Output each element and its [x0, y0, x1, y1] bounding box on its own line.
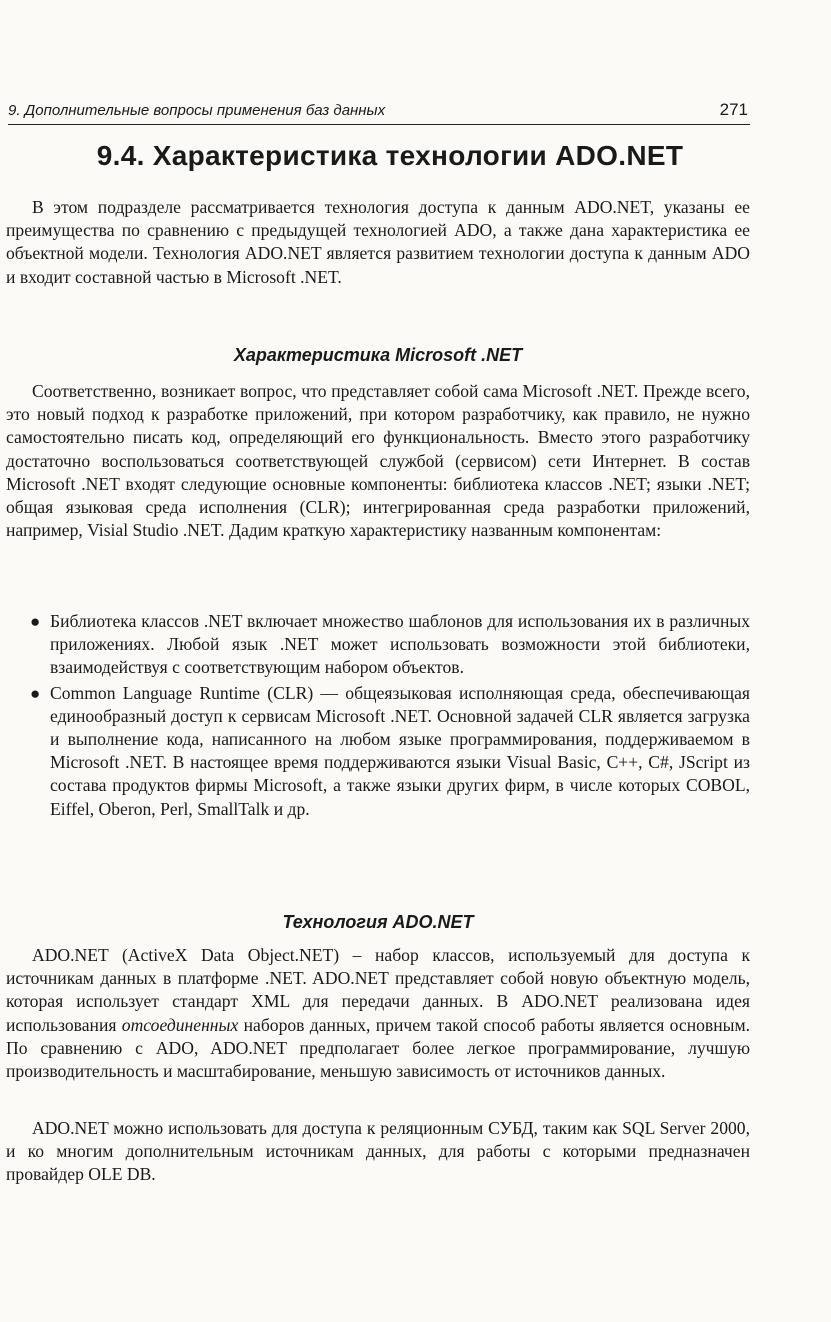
- microsoft-net-paragraph: [6, 380, 750, 542]
- emphasis-disconnected: отсоединенных: [121, 1014, 239, 1035]
- list-item-text: Common Language Runtime (CLR) — общеязыковая исполняющая среда, обеспечивающая единообразный доступ к сервисам Microsoft .NET. Основной задачей CLR является загрузка и выполнение кода, написанного на любом языке программирования, поддерживаемом в Microsoft .NET. В настоящее время поддерживаются языки Visual Basic, C++, C#, JScript из состава продуктов фирмы Microsoft, а также языки других фирм, в числе которых COBOL, Eiffel, Oberon, Perl, SmallTalk и др.: [50, 682, 750, 819]
- bullet-icon: ●: [30, 683, 41, 703]
- intro-paragraph: [6, 196, 750, 289]
- list-item-text: Библиотека классов .NET включает множество шаблонов для использования их в различных приложениях. Любой язык .NET может использовать возможности этой библиотеки, взаимодействуя с соответствующим набором объектов.: [50, 611, 750, 678]
- subheading-ado-net: Технология ADO.NET: [282, 912, 474, 932]
- ado-net-text-1b: наборов данных, причем такой способ работы является основным. По сравнению с ADO, ADO.NET предполагает более легкое программирование, лучшую производительность и масштабирование, меньшую зависимость от источников данных.: [6, 1014, 750, 1082]
- running-header: [8, 100, 750, 125]
- bullet-icon: ●: [30, 612, 41, 631]
- list-item: [22, 610, 750, 680]
- ado-net-text-2: ADO.NET можно использовать для доступа к реляционным СУБД, таким как SQL Server 2000, и ко многим дополнительным источникам данных, для работы с которыми предназначен провайдер OLE DB.: [6, 1118, 750, 1185]
- ado-net-paragraph-2: [6, 1117, 750, 1187]
- ado-net-text-1a: ADO.NET (ActiveX Data Object.NET) – набор классов, используемый для доступа к источникам данных в платформе .NET. ADO.NET представляет собой новую объектную модель, которая использует стандарт XML для передачи данных. В ADO.NET реализована идея использования: [6, 945, 750, 1035]
- components-list: [22, 610, 750, 823]
- chapter-title: 9. Дополнительные вопросы применения баз данных: [8, 102, 386, 119]
- page-number: 271: [719, 100, 748, 119]
- ado-net-paragraph-1: [6, 944, 750, 1083]
- list-item: [22, 682, 750, 821]
- intro-text: В этом подразделе рассматривается технология доступа к данным ADO.NET, указаны ее преимущества по сравнению с предыдущей технологией ADO, а также дана характеристика ее объектной модели. Технология ADO.NET является развитием технологии доступа к данным ADO и входит составной частью в Microsoft .NET.: [6, 197, 750, 287]
- microsoft-net-text: Соответственно, возникает вопрос, что представляет собой сама Microsoft .NET. Прежде всего, это новый подход к разработке приложений, при котором разработчику, как правило, не нужно самостоятельно писать код, определяющий его функциональность. Вместо этого разработчику достаточно воспользоваться соответствующей службой (сервисом) сети Интернет. В состав Microsoft .NET входят следующие основные компоненты: библиотека классов .NET; языки .NET; общая языковая среда исполнения (CLR); интегрированная среда разработки приложений, например, Visial Studio .NET. Дадим краткую характеристику названным компонентам:: [6, 381, 750, 541]
- subheading-microsoft-net: Характеристика Microsoft .NET: [233, 345, 523, 365]
- section-title: 9.4. Характеристика технологии ADO.NET: [96, 140, 684, 171]
